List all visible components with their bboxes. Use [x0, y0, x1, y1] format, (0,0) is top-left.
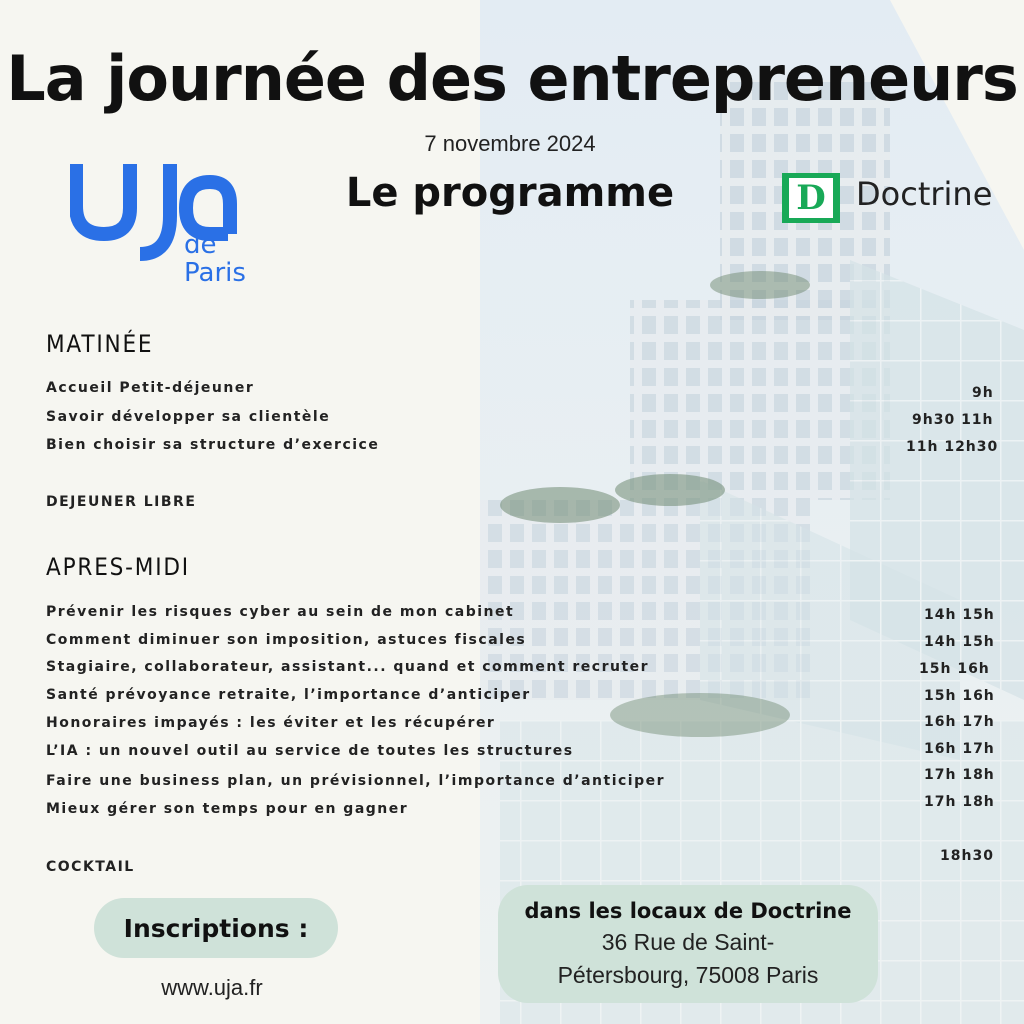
afternoon-item-label: Mieux gérer son temps pour en gagner: [46, 801, 409, 817]
afternoon-item-label: Faire une business plan, un prévisionnel, l’importance d’anticiper: [46, 773, 666, 789]
morning-item-time: 9h30 11h: [912, 412, 994, 428]
venue-address-line2: Pétersbourg, 75008 Paris: [557, 962, 819, 988]
afternoon-heading: APRES-MIDI: [46, 553, 190, 581]
afternoon-item-time: 15h 16h: [919, 661, 990, 677]
registration-url[interactable]: www.uja.fr: [161, 975, 263, 1000]
doctrine-d-letter: D: [789, 178, 833, 218]
afternoon-item-time: 17h 18h: [924, 767, 995, 783]
afternoon-item-label: Prévenir les risques cyber au sein de mon cabinet: [46, 604, 515, 620]
event-date: 7 novembre 2024: [424, 131, 596, 156]
morning-item-time: 9h: [972, 385, 994, 401]
venue-address-line1: 36 Rue de Saint-: [601, 929, 775, 955]
afternoon-item-label: Comment diminuer son imposition, astuces fiscales: [46, 632, 527, 648]
morning-item-label: Accueil Petit-déjeuner: [46, 380, 255, 396]
afternoon-item-label: Honoraires impayés : les éviter et les récupérer: [46, 715, 496, 731]
uja-logo-city: Paris: [184, 258, 246, 288]
afternoon-item-time: 16h 17h: [924, 741, 995, 757]
afternoon-item-time: 16h 17h: [924, 714, 995, 730]
registration-badge: Inscriptions :: [94, 898, 338, 958]
morning-item-label: Bien choisir sa structure d’exercice: [46, 437, 380, 453]
morning-item-time: 11h 12h30: [906, 439, 999, 455]
program-heading: Le programme: [345, 170, 675, 216]
afternoon-item-time: 14h 15h: [924, 634, 995, 650]
lunch-label: DEJEUNER LIBRE: [46, 494, 197, 510]
cocktail-label: COCKTAIL: [46, 859, 135, 875]
afternoon-item-time: 17h 18h: [924, 794, 995, 810]
morning-item-label: Savoir développer sa clientèle: [46, 409, 331, 425]
event-title: La journée des entrepreneurs: [6, 42, 1018, 115]
cocktail-time: 18h30: [940, 848, 994, 864]
afternoon-item-label: Stagiaire, collaborateur, assistant... quand et comment recruter: [46, 659, 650, 675]
morning-heading: MATINÉE: [46, 330, 154, 358]
afternoon-item-time: 14h 15h: [924, 607, 995, 623]
afternoon-item-label: L’IA : un nouvel outil au service de toutes les structures: [46, 743, 574, 759]
afternoon-item-label: Santé prévoyance retraite, l’importance d’anticiper: [46, 687, 531, 703]
uja-logo-de: de: [184, 230, 217, 260]
afternoon-item-time: 15h 16h: [924, 688, 995, 704]
doctrine-logo-name: Doctrine: [856, 175, 993, 213]
venue-title: dans les locaux de Doctrine: [524, 899, 852, 923]
doctrine-d-icon: [782, 173, 840, 223]
